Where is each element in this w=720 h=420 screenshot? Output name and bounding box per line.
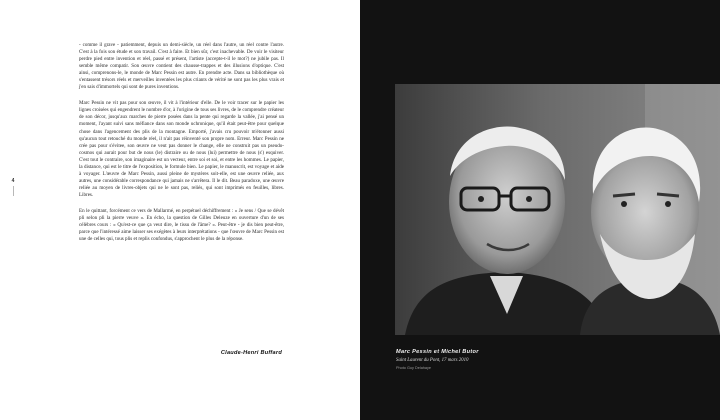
essay-text: [79, 42, 284, 252]
folio: [9, 178, 17, 196]
folio-divider: [13, 186, 14, 196]
photo-caption: [396, 349, 596, 370]
right-page: [360, 0, 720, 420]
caption-place-date: Saint Laurent du Pont, 17 mars 2010: [396, 358, 469, 363]
paragraph-1: - comme il grave - patiemment, depuis un demi-siècle, un réel dans l'autre, un réel contre l'autre. C'est à la fois son étude et son travail. C'est à faire. Et bien sûr, c'est inachevable. De voir le visiteur perdre pied entre invention et réel, passé et présent, l'artiste (accepte-t-il le mot?) ne jubile pas. Il semble même compatir. Son œuvre contient des chausse-trappes et des illusions d'optique. C'est ainsi, comprenons-le, le monde de Marc Pessin est autre. En prendre acte. Dans sa bibliothèque où s'entassent trésors réels et merveilles inventées les plus criants de vérité ne sont pas les plus vrais et j'en sais d'immortels qui sont de pures inventions.: [79, 42, 284, 91]
photo-credit: Photo Guy Delahaye: [396, 366, 432, 370]
page-number: 4: [11, 178, 15, 184]
paragraph-3: En le quittant, forcément ce vers de Mallarmé, en perpétuel déchiffrement : « Je sens / Que se dévêt pli selon pli la pierre veuve ». En écho, la question de Gilles Deleuze en ouverture d'un de ses célèbres cours : « Qu'est-ce que ça veut dire, le tissu de l'âme? ». Peut-être - je dis bien peut-être, parce que l'intéressé aime laisser ses exégètes à leurs interprétations - que l'œuvre de Marc Pessin est une de celles qui, tous plis et replis confondus, s'approchent le plus de la réponse.: [79, 207, 284, 243]
portrait-photo: [395, 84, 720, 335]
photo-illustration: [395, 84, 720, 335]
paragraph-2: Marc Pessin ne vit pas pour son œuvre, il vit à l'intérieur d'elle. De le voir tracer sur le papier les lignes croisées qui engendrent le nombre d'or, à l'origine de tous ses livres, de le comprendre créateur de son décor, jusqu'aux marches de pierre posées dans la pente qui regarde la vallée, j'ai pensé un moment, l'ayant suivi sans méfiance dans son monde uchronique, qu'il était peut-être pour quelque chose dans l'agencement des plis de la montagne. Emporté, j'avais cru pouvoir m'étonner aussi qu'aucun tout retouché du monde réel, il n'ait pas réinventé son propre nom. Erreur. Marc Pessin ne crée pas pour s'évitee, son œuvre ne veut pas donner le change, elle ne construit pas un pseudo-cosmos qui aurait pour but de nous (le) distraire ou de nous (lui) permettre de nous (s') esquiver. C'est tout le contraire, son imaginaire est un vecteur, entre soi et soi, et entre les hommes. Le papier, la distance, qui est le titre de l'exposition, le formule bien. Le papier, le manuscrit, est voyage et aide à voyager. L'œuvre de Marc Pessin, aussi pleine de mystères soit-elle, est une œuvre reliée, aux autres, une considérable correspondance qui jamais ne s'arrêtera. Il le dit. Beau paradoxe, une œuvre reliée au moyen de livres-objets qui ne le sont pas, reliés, qui sont imprimés en feuilles, libres. Libres.: [79, 100, 284, 198]
caption-title: Marc Pessin et Michel Butor: [396, 349, 479, 355]
author-signature: Claude-Henri Buffard: [220, 350, 282, 356]
